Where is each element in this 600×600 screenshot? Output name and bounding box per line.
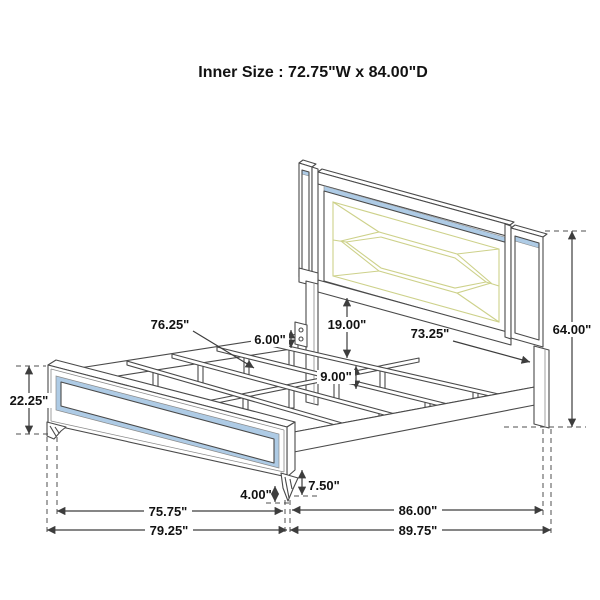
dim-label-support-height: 9.00" [320,369,352,384]
dim-label-slat-length: 76.25" [150,317,190,332]
dim-label-floor-clearance: 7.50" [308,478,340,493]
rail-bracket [295,322,307,347]
diagram-title: Inner Size : 72.75"W x 84.00"D [198,64,428,81]
dim-label-frame-span: 86.00" [398,503,438,518]
dim-label-overall-length: 89.75" [398,523,438,538]
dim-label-foot-height: 4.00" [240,487,272,502]
headboard-right-leg [534,346,549,428]
leader-rail-length [453,341,530,362]
dim-label-footboard-height: 22.25" [9,393,49,408]
dim-label-headboard-height: 64.00" [552,322,592,337]
headboard-left-post [312,167,318,285]
footboard-side-face [287,422,295,477]
dim-label-rail-height: 6.00" [254,332,286,347]
slat-leg [198,364,203,384]
dim-label-rail-length: 73.25" [410,326,450,341]
headboard-left-leg [306,281,318,405]
headboard-left-wing [299,163,312,281]
right-foot [281,473,298,501]
footboard-right-foot [281,473,298,501]
dim-label-clearance: 19.00" [327,317,367,332]
dim-label-footboard-overall-width: 79.25" [149,523,189,538]
headboard-right-post [505,224,511,339]
dim-label-footboard-inner-width: 75.75" [148,504,188,519]
